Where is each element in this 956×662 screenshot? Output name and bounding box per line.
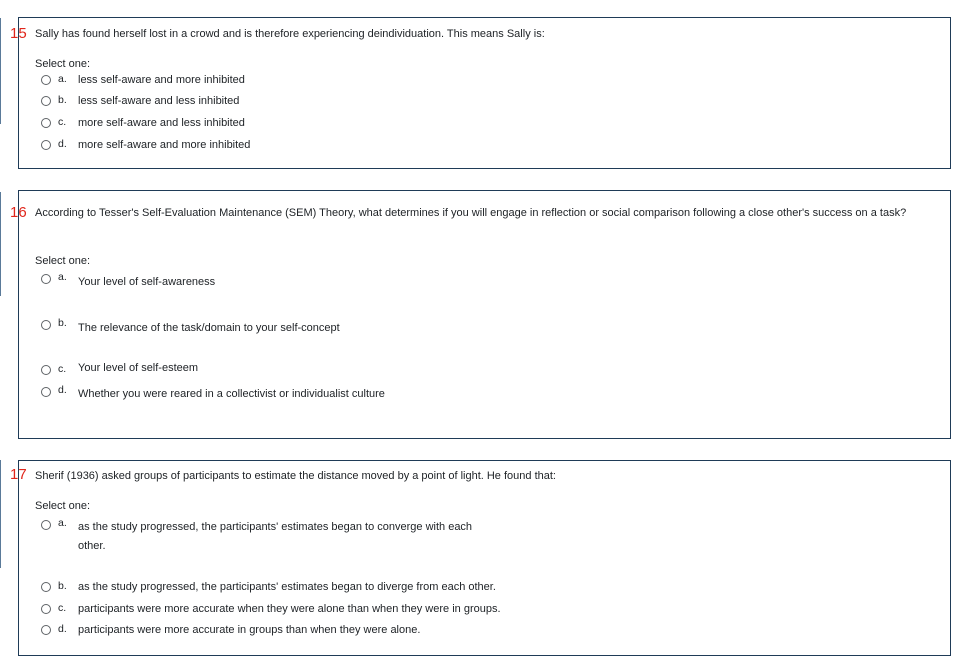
option-d[interactable]: [39, 136, 919, 154]
question-number: 17: [10, 466, 27, 483]
left-rule: [0, 192, 1, 296]
option-d[interactable]: [39, 621, 919, 639]
radio-button[interactable]: [41, 365, 51, 375]
option-text: less self-aware and less inhibited: [78, 95, 240, 107]
option-letter: d.: [58, 623, 67, 635]
option-b[interactable]: [39, 92, 919, 110]
option-letter: d.: [58, 138, 67, 150]
option-text: more self-aware and less inhibited: [78, 117, 245, 129]
radio-button[interactable]: [41, 582, 51, 592]
question-number: 16: [10, 204, 27, 221]
option-text: Whether you were reared in a collectivist or individualist culture: [78, 388, 385, 400]
option-text: participants were more accurate in groups than when they were alone.: [78, 624, 421, 636]
radio-button[interactable]: [41, 96, 51, 106]
question-text: Sherif (1936) asked groups of participants to estimate the distance moved by a point of light. He found that:: [35, 470, 556, 482]
option-text: as the study progressed, the participants' estimates began to diverge from each other.: [78, 581, 496, 593]
radio-button[interactable]: [41, 140, 51, 150]
option-a[interactable]: [39, 71, 919, 89]
option-text: Your level of self-esteem: [78, 362, 199, 374]
option-b[interactable]: [39, 316, 919, 338]
select-one-label: Select one:: [35, 500, 91, 512]
question-text: According to Tesser's Self-Evaluation Maintenance (SEM) Theory, what determines if you will engage in reflection or social comparison following a close other's success on a task?: [35, 207, 907, 219]
question-card-16: [10, 190, 951, 439]
option-b[interactable]: [39, 578, 919, 596]
select-one-label: Select one:: [35, 58, 91, 70]
radio-button[interactable]: [41, 520, 51, 530]
radio-button[interactable]: [41, 387, 51, 397]
option-text-line2: other.: [78, 540, 106, 552]
radio-button[interactable]: [41, 75, 51, 85]
option-text: participants were more accurate when they were alone than when they were in groups.: [78, 603, 501, 615]
option-a[interactable]: [39, 270, 919, 292]
left-rule: [0, 460, 1, 568]
select-one-label: Select one:: [35, 255, 91, 267]
question-text: Sally has found herself lost in a crowd and is therefore experiencing deindividuation. This means Sally is:: [35, 28, 545, 40]
option-letter: c.: [58, 363, 67, 375]
option-letter: c.: [58, 116, 67, 128]
option-a[interactable]: [39, 516, 919, 558]
option-c[interactable]: [39, 114, 919, 132]
option-text: Your level of self-awareness: [78, 276, 216, 288]
radio-button[interactable]: [41, 320, 51, 330]
question-number: 15: [10, 25, 27, 42]
option-text-line1: as the study progressed, the participants' estimates began to converge with each: [78, 521, 473, 533]
radio-button[interactable]: [41, 625, 51, 635]
left-rule: [0, 18, 1, 124]
option-d[interactable]: [39, 383, 919, 405]
option-letter: d.: [58, 384, 67, 396]
option-text: less self-aware and more inhibited: [78, 74, 245, 86]
option-letter: a.: [58, 73, 67, 85]
option-letter: a.: [58, 271, 67, 283]
option-letter: a.: [58, 517, 67, 529]
option-text: The relevance of the task/domain to your self-concept: [78, 322, 340, 334]
radio-button[interactable]: [41, 118, 51, 128]
question-card-17: [10, 460, 951, 656]
option-letter: b.: [58, 580, 67, 592]
option-text: more self-aware and more inhibited: [78, 139, 251, 151]
question-card-15: [10, 17, 951, 169]
radio-button[interactable]: [41, 274, 51, 284]
radio-button[interactable]: [41, 604, 51, 614]
option-c[interactable]: [39, 361, 919, 379]
option-letter: c.: [58, 602, 67, 614]
option-letter: b.: [58, 317, 67, 329]
option-c[interactable]: [39, 600, 919, 618]
option-letter: b.: [58, 94, 67, 106]
